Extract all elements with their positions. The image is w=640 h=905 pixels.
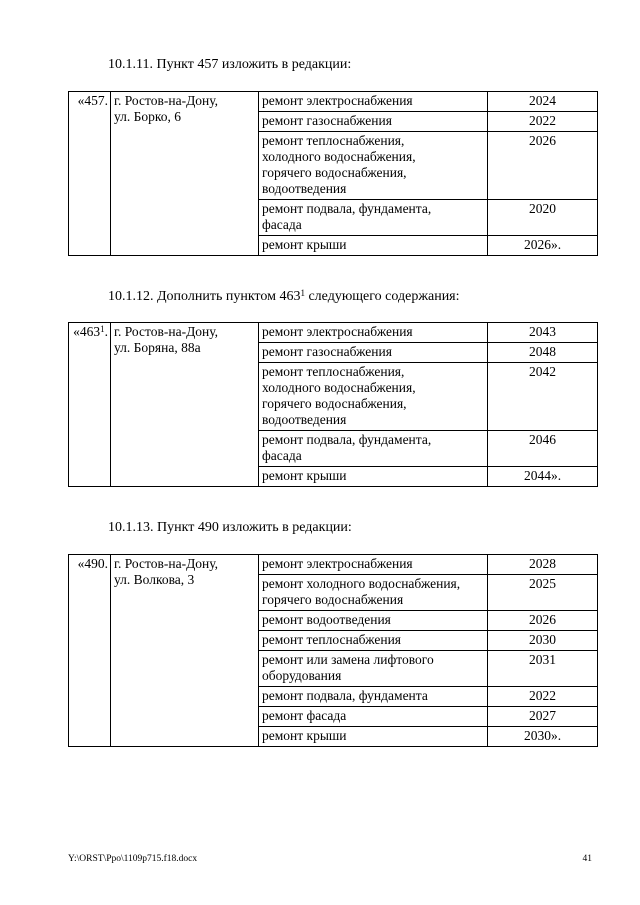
work-cell: ремонт водоотведения [259, 611, 488, 631]
year-cell: 2026». [488, 236, 598, 256]
section-table [68, 554, 598, 747]
year-cell: 2048 [488, 343, 598, 363]
section-heading: 10.1.11. Пункт 457 изложить в редакции: [108, 57, 352, 72]
work-cell: ремонт крыши [259, 467, 488, 487]
work-cell: ремонт подвала, фундамента [259, 687, 488, 707]
address-cell: г. Ростов-на-Дону, ул. Борко, 6 [111, 92, 259, 256]
year-cell: 2044». [488, 467, 598, 487]
year-cell: 2031 [488, 651, 598, 687]
year-cell: 2030». [488, 727, 598, 747]
section-table [68, 322, 598, 487]
work-cell: ремонт фасада [259, 707, 488, 727]
year-cell: 2030 [488, 631, 598, 651]
work-cell: ремонт электроснабжения [259, 555, 488, 575]
year-cell: 2027 [488, 707, 598, 727]
work-cell: ремонт электроснабжения [259, 92, 488, 112]
address-cell: г. Ростов-на-Дону, ул. Волкова, 3 [111, 555, 259, 747]
footer-page-number: 41 [582, 854, 592, 864]
year-cell: 2022 [488, 112, 598, 132]
year-cell: 2028 [488, 555, 598, 575]
year-cell: 2020 [488, 200, 598, 236]
work-cell: ремонт газоснабжения [259, 112, 488, 132]
year-cell: 2026 [488, 132, 598, 200]
address-cell: г. Ростов-на-Дону, ул. Боряна, 88а [111, 323, 259, 487]
item-number: «490. [69, 555, 111, 747]
work-cell: ремонт холодного водоснабжения, горячего водоснабжения [259, 575, 488, 611]
year-cell: 2024 [488, 92, 598, 112]
section-heading: 10.1.13. Пункт 490 изложить в редакции: [108, 520, 352, 535]
work-cell: ремонт газоснабжения [259, 343, 488, 363]
year-cell: 2042 [488, 363, 598, 431]
work-cell: ремонт электроснабжения [259, 323, 488, 343]
year-cell: 2046 [488, 431, 598, 467]
work-cell: ремонт крыши [259, 727, 488, 747]
work-cell: ремонт или замена лифтового оборудования [259, 651, 488, 687]
footer-file-path: Y:\ORST\Ppo\1109p715.f18.docx [68, 854, 198, 864]
work-cell: ремонт подвала, фундамента, фасада [259, 200, 488, 236]
work-cell: ремонт теплоснабжения, холодного водоснабжения, горячего водоснабжения, водоотведения [259, 363, 488, 431]
work-cell: ремонт теплоснабжения [259, 631, 488, 651]
table-row [69, 323, 598, 343]
item-number: «457. [69, 92, 111, 256]
work-cell: ремонт теплоснабжения, холодного водоснабжения, горячего водоснабжения, водоотведения [259, 132, 488, 200]
table-row [69, 92, 598, 112]
item-number: «$463^1$. [69, 323, 111, 487]
work-cell: ремонт подвала, фундамента, фасада [259, 431, 488, 467]
section-heading: 10.1.12. Дополнить пунктом $463^1$ следующего содержания: [108, 288, 460, 304]
year-cell: 2043 [488, 323, 598, 343]
year-cell: 2022 [488, 687, 598, 707]
table-row [69, 555, 598, 575]
section-table [68, 91, 598, 256]
year-cell: 2025 [488, 575, 598, 611]
work-cell: ремонт крыши [259, 236, 488, 256]
year-cell: 2026 [488, 611, 598, 631]
